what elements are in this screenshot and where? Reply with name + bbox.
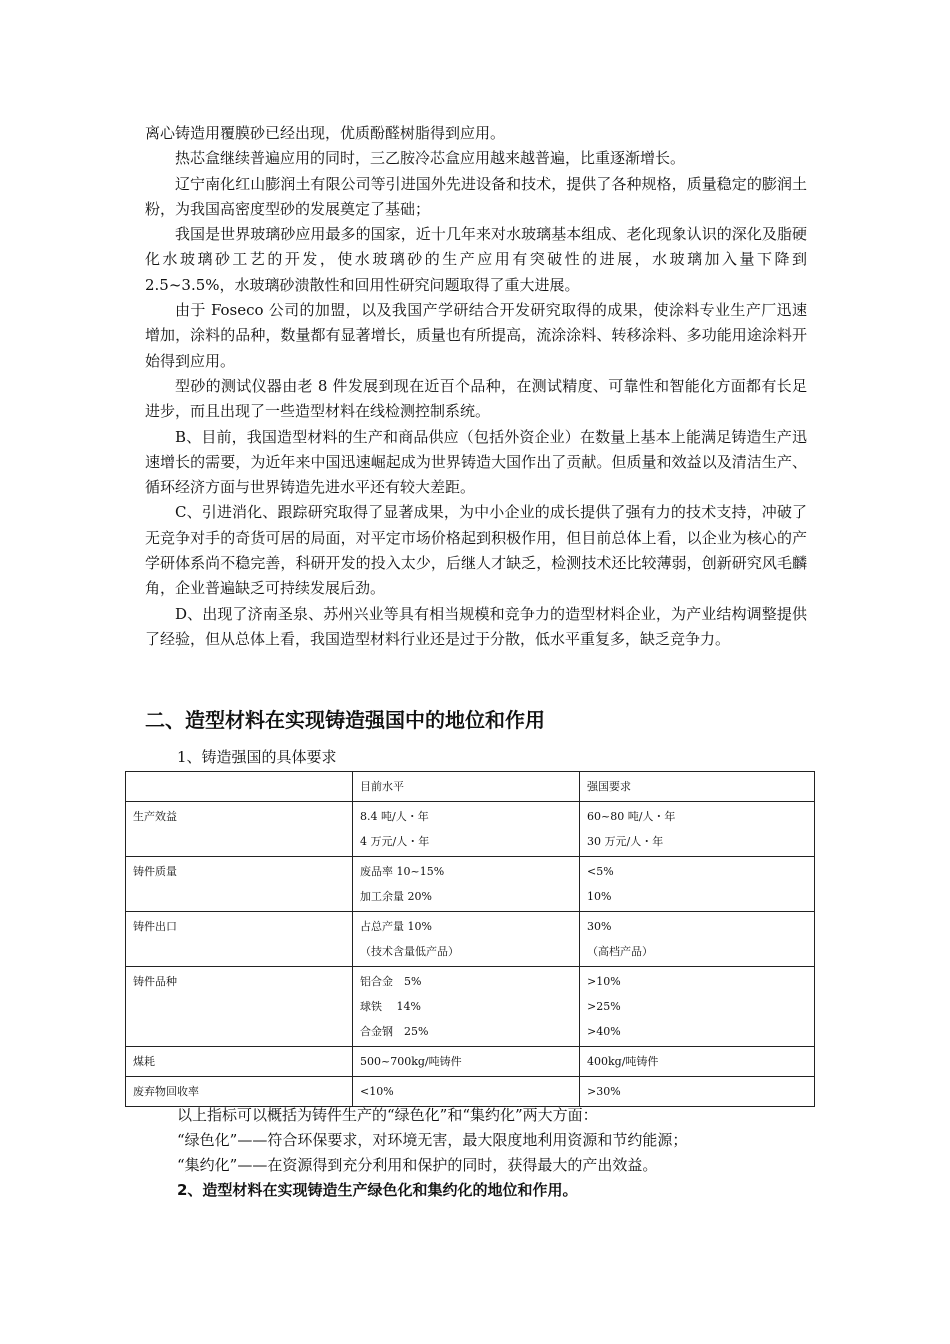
table-row	[126, 1077, 815, 1107]
table-cell-target: 60~80 吨/人・年 30 万元/人・年	[580, 802, 815, 857]
paragraph: 由于 Foseco 公司的加盟，以及我国产学研结合开发研究取得的成果，使涂料专业生产厂迅速增加，涂料的品种，数量都有显著增长，质量也有所提高，流涂涂料、转移涂料、多功能用途涂料开始得到应用。	[145, 301, 807, 370]
subsection-2-title: 2、造型材料在实现铸造生产绿色化和集约化的地位和作用。	[177, 1181, 578, 1199]
table-cell-label: 废弃物回收率	[126, 1077, 353, 1107]
table-cell-current: <10%	[353, 1077, 580, 1107]
table-cell-current: 铝合金 5% 球铁 14% 合金钢 25%	[353, 967, 580, 1047]
table-cell-label: 煤耗	[126, 1047, 353, 1077]
summary-text	[177, 1103, 817, 1178]
paragraph: B、目前，我国造型材料的生产和商品供应（包括外资企业）在数量上基本上能满足铸造生产迅速增长的需要，为近年来中国迅速崛起成为世界铸造大国作出了贡献。但质量和效益以及清洁生产、循环经济方面与世界铸造先进水平还有较大差距。	[145, 427, 807, 497]
requirements-table	[125, 771, 815, 1107]
table-header-cell: 目前水平	[353, 772, 580, 802]
table-header-cell: 强国要求	[580, 772, 815, 802]
summary-line: “绿色化”——符合环保要求，对环境无害，最大限度地利用资源和节约能源；	[177, 1131, 688, 1149]
table-cell-label: 铸件出口	[126, 912, 353, 967]
table-cell-label: 铸件质量	[126, 857, 353, 912]
table-cell-label: 铸件品种	[126, 967, 353, 1047]
table-cell-target: 400kg/吨铸件	[580, 1047, 815, 1077]
table-row	[126, 967, 815, 1047]
table-header-row	[126, 772, 815, 802]
body-text	[145, 121, 807, 652]
summary-line: 以上指标可以概括为铸件生产的“绿色化”和“集约化”两大方面：	[177, 1106, 598, 1124]
paragraph: 我国是世界玻璃砂应用最多的国家，近十几年来对水玻璃基本组成、老化现象认识的深化及脂硬化水玻璃砂工艺的开发，使水玻璃砂的生产应用有突破性的进展，水玻璃加入量下降到 2.5~3.5%，水玻璃砂溃散性和回用性研究问题取得了重大进展。	[145, 225, 807, 294]
paragraph: 离心铸造用覆膜砂已经出现，优质酚醛树脂得到应用。	[145, 124, 506, 142]
table-row	[126, 802, 815, 857]
table-header-cell	[126, 772, 353, 802]
table-cell-current: 占总产量 10% （技术含量低产品）	[353, 912, 580, 967]
paragraph: 辽宁南化红山膨润土有限公司等引进国外先进设备和技术，提供了各种规格，质量稳定的膨润土粉，为我国高密度型砂的发展奠定了基础；	[145, 174, 807, 218]
paragraph: D、出现了济南圣泉、苏州兴业等具有相当规模和竞争力的造型材料企业，为产业结构调整提供了经验，但从总体上看，我国造型材料行业还是过于分散，低水平重复多，缺乏竞争力。	[145, 604, 807, 648]
subsection-title: 1、铸造强国的具体要求	[177, 748, 337, 766]
table-cell-label: 生产效益	[126, 802, 353, 857]
table-row	[126, 912, 815, 967]
paragraph: C、引进消化、跟踪研究取得了显著成果，为中小企业的成长提供了强有力的技术支持，冲破了无竞争对手的奇货可居的局面，对平定市场价格起到积极作用，但目前总体上看，以企业为核心的产学研体系尚不稳完善，科研开发的投入太少，后继人才缺乏，检测技术还比较薄弱，创新研究风毛麟角，企业普遍缺乏可持续发展后劲。	[145, 503, 807, 598]
table-cell-current: 500~700kg/吨铸件	[353, 1047, 580, 1077]
table-cell-current: 废品率 10~15% 加工余量 20%	[353, 857, 580, 912]
section-title: 二、造型材料在实现铸造强国中的地位和作用	[145, 708, 545, 732]
table-cell-target: 30% （高档产品）	[580, 912, 815, 967]
table-cell-target: >30%	[580, 1077, 815, 1107]
table-row	[126, 1047, 815, 1077]
table-row	[126, 857, 815, 912]
summary-line: “集约化”——在资源得到充分利用和保护的同时，获得最大的产出效益。	[177, 1156, 658, 1174]
table-cell-target: <5% 10%	[580, 857, 815, 912]
paragraph: 热芯盒继续普遍应用的同时，三乙胺冷芯盒应用越来越普遍，比重逐渐增长。	[175, 149, 686, 168]
table-cell-target: >10% >25% >40%	[580, 967, 815, 1047]
paragraph: 型砂的测试仪器由老 8 件发展到现在近百个品种，在测试精度、可靠性和智能化方面都有长足进步，而且出现了一些造型材料在线检测控制系统。	[145, 376, 807, 421]
table-cell-current: 8.4 吨/人・年 4 万元/人・年	[353, 802, 580, 857]
